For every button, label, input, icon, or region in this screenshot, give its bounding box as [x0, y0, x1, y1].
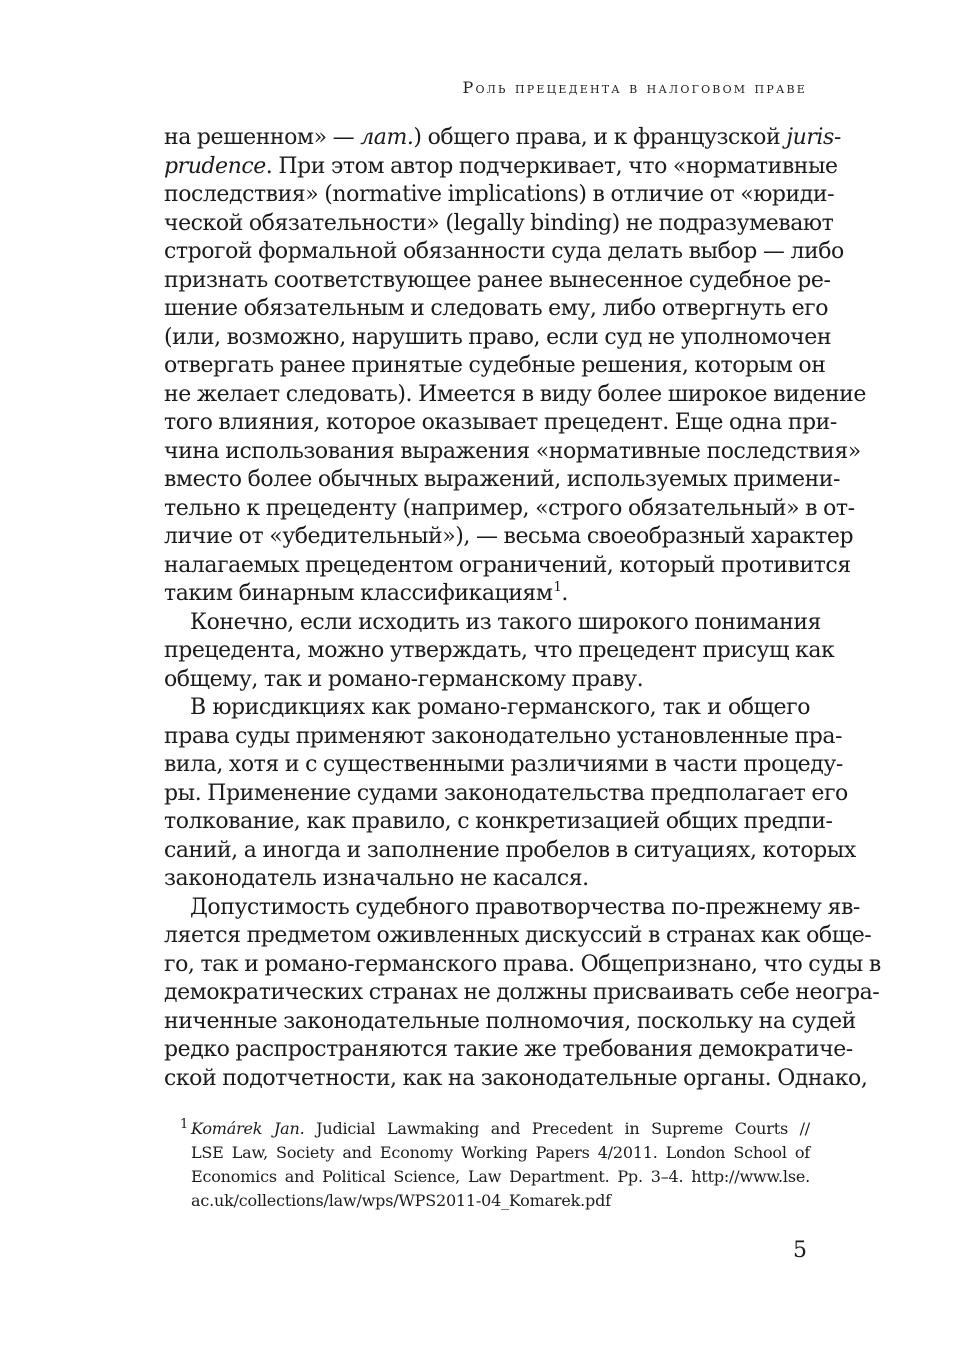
text-line: В юрисдикциях как романо-германского, так и общего	[190, 695, 810, 720]
text-line: права суды применяют законодательно установленные пра-	[164, 723, 842, 749]
text-line: шение обязательным и следовать ему, либо отвергнуть его	[164, 296, 829, 321]
text-line: ры. Применение судами законодательства предполагает его	[164, 780, 848, 806]
body-text	[164, 124, 881, 1093]
footnote-marker: 1	[180, 1117, 189, 1132]
paragraph-2	[164, 609, 835, 695]
text-line: не желает следовать). Имеется в виду более широкое видение	[164, 381, 866, 407]
footnote	[180, 1117, 810, 1213]
text-line: того влияния, которое оказывает прецедент. Еще одна при-	[164, 410, 837, 435]
text-line: ниченные законодательные полномочия, поскольку на судей	[164, 1008, 856, 1034]
text-line: признать соответствующее ранее вынесенное судебное ре-	[164, 267, 831, 293]
footnote-text	[191, 1117, 810, 1213]
paragraph-3	[164, 694, 856, 894]
text-line: демократических странах не должны присваивать себе неогра-	[164, 980, 880, 1005]
text-line: ляется предметом оживленных дискуссий в странах как обще-	[164, 923, 872, 948]
text-line: на решенном» — лат.) общего права, и к французской juris-	[164, 125, 841, 150]
footnote-author: Komárek Jan.	[191, 1119, 305, 1138]
text-line: таким бинарным классификациям$^1$.	[164, 580, 568, 606]
running-head: Роль прецедента в налоговом праве	[462, 78, 807, 97]
text-line: го, так и романо-германского права. Общепризнано, что суды в	[164, 951, 881, 977]
text-line: Конечно, если исходить из такого широкого понимания	[190, 609, 821, 635]
text-line: вместо более обычных выражений, используемых примени-	[164, 467, 840, 492]
footnote-line: Economics and Political Science, Law Department. Pp. 3–4. http://www.lse.	[191, 1167, 810, 1186]
text-line: законодатель изначально не касался.	[164, 866, 589, 891]
paragraph-1	[164, 124, 866, 609]
text-line: налагаемых прецедентом ограничений, который противится	[164, 552, 851, 578]
text-line: прецедента, можно утверждать, что прецедент присущ как	[164, 638, 835, 663]
text-line: ческой обязательности» (legally binding) не подразумевают	[164, 210, 834, 236]
text-line: общему, так и романо-германскому праву.	[164, 666, 644, 692]
text-line: тельно к прецеденту (например, «строго обязательный» в от-	[164, 495, 855, 521]
text-line: prudence. При этом автор подчеркивает, что «нормативные	[164, 153, 838, 179]
footnote-line: LSE Law, Society and Economy Working Papers 4/2011. London School of	[191, 1143, 810, 1162]
text-line: (или, возможно, нарушить право, если суд не уполномочен	[164, 324, 832, 350]
footnote-ref[interactable]: 1	[553, 580, 562, 595]
text-line: личие от «убедительный»), — весьма своеобразный характер	[164, 524, 854, 549]
text-line: толкование, как правило, с конкретизацией общих предпи-	[164, 809, 833, 834]
paragraph-4	[164, 894, 881, 1094]
page-number: 5	[793, 1238, 807, 1263]
text-line: вила, хотя и с существенными различиями в части процеду-	[164, 752, 843, 777]
text-line: ской подотчетности, как на законодательные органы. Однако,	[164, 1065, 868, 1091]
footnote-line: ac.uk/collections/law/wps/WPS2011-04_Komarek.pdf	[191, 1191, 611, 1210]
text-line: чина использования выражения «нормативные последствия»	[164, 438, 861, 464]
text-line: последствия» (normative implications) в отличие от «юриди-	[164, 182, 835, 207]
text-line: строгой формальной обязанности суда делать выбор — либо	[164, 239, 844, 264]
text-line: саний, а иногда и заполнение пробелов в ситуациях, которых	[164, 837, 856, 863]
footnote-line: Komárek Jan. Judicial Lawmaking and Precedent in Supreme Courts //	[191, 1119, 810, 1138]
text-line: Допустимость судебного правотворчества по-прежнему яв-	[190, 894, 860, 920]
text-line: отвергать ранее принятые судебные решения, которым он	[164, 353, 826, 378]
text-line: редко распространяются такие же требования демократиче-	[164, 1037, 853, 1062]
